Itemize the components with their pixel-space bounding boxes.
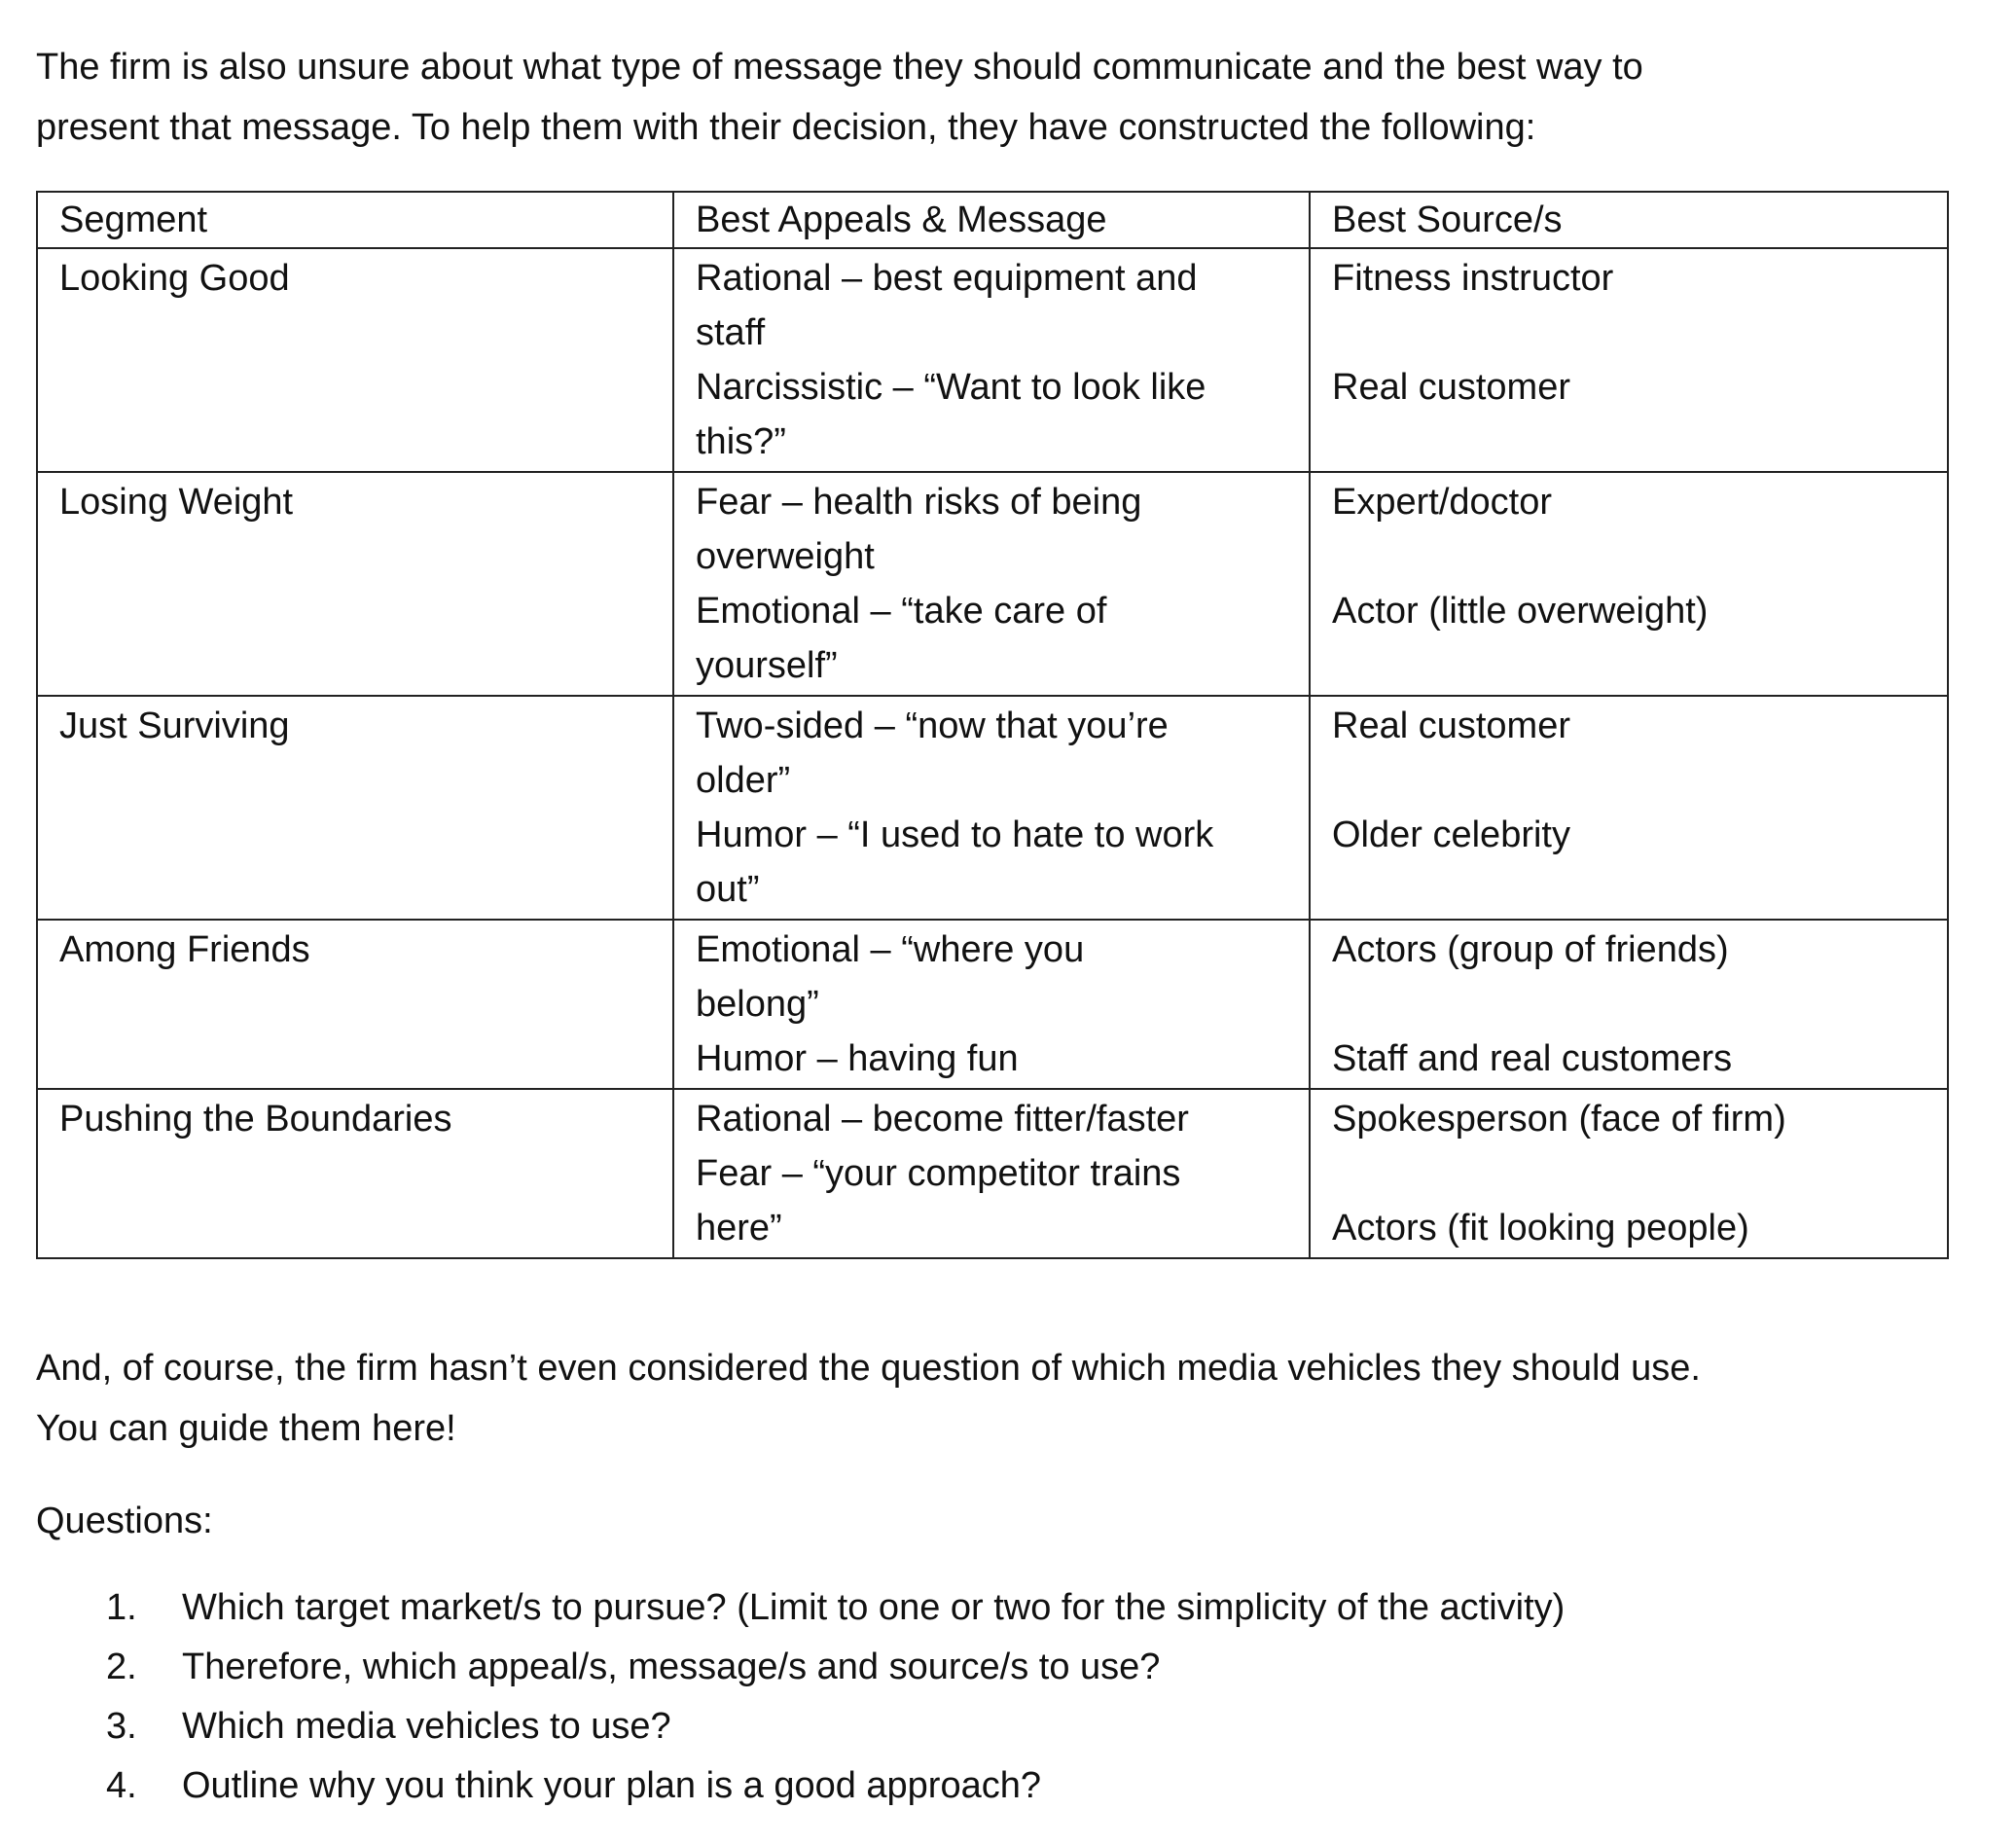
source-line: Staff and real customers <box>1332 1038 1733 1079</box>
appeal-line: Emotional – “where you <box>696 929 1085 970</box>
table-header-row <box>37 192 1948 248</box>
appeal-line: this?” <box>696 421 786 462</box>
spacer <box>1332 529 1929 584</box>
outro-line-2: You can guide them here! <box>36 1408 456 1449</box>
appeal-line: overweight <box>696 536 875 577</box>
source-line: Expert/doctor <box>1332 482 1552 523</box>
table-row <box>37 696 1948 920</box>
list-number: 2. <box>106 1647 137 1687</box>
intro-line-2: present that message. To help them with their decision, they have constructed the following: <box>36 107 1536 148</box>
segment-cell <box>37 472 673 696</box>
spacer <box>1332 306 1929 360</box>
appeal-line: Humor – having fun <box>696 1038 1019 1079</box>
question-text: Which media vehicles to use? <box>182 1706 671 1747</box>
appeal-line: Two-sided – “now that you’re <box>696 706 1169 746</box>
intro-paragraph <box>36 37 1943 158</box>
sources-cell <box>1310 472 1948 696</box>
source-line: Fitness instructor <box>1332 258 1614 299</box>
sources-cell <box>1310 1089 1948 1258</box>
question-text: Outline why you think your plan is a good approach? <box>182 1765 1041 1806</box>
question-text: Therefore, which appeal/s, message/s and source/s to use? <box>182 1647 1161 1687</box>
segment-name: Losing Weight <box>59 482 294 523</box>
questions-list <box>36 1578 1565 1816</box>
list-item <box>36 1697 1565 1756</box>
appeal-line: Narcissistic – “Want to look like <box>696 367 1206 408</box>
sources-cell <box>1310 248 1948 472</box>
sources-cell <box>1310 920 1948 1089</box>
segment-name: Pushing the Boundaries <box>59 1099 452 1140</box>
appeals-cell <box>673 696 1310 920</box>
appeals-cell <box>673 472 1310 696</box>
table-row <box>37 248 1948 472</box>
appeals-cell <box>673 920 1310 1089</box>
question-text: Which target market/s to pursue? (Limit to one or two for the simplicity of the activity) <box>182 1587 1566 1628</box>
appeal-line: Rational – best equipment and <box>696 258 1198 299</box>
source-line: Older celebrity <box>1332 814 1570 855</box>
segment-cell <box>37 1089 673 1258</box>
segment-name: Just Surviving <box>59 706 290 746</box>
list-item <box>36 1756 1565 1816</box>
header-segment: Segment <box>37 192 673 248</box>
appeal-line: older” <box>696 760 791 801</box>
source-line: Real customer <box>1332 706 1570 746</box>
list-number: 1. <box>106 1587 137 1628</box>
list-number: 3. <box>106 1706 137 1747</box>
table-row <box>37 1089 1948 1258</box>
source-line: Actor (little overweight) <box>1332 591 1709 632</box>
segment-appeals-table <box>36 191 1949 1259</box>
document-page <box>36 37 1972 158</box>
appeal-line: Fear – health risks of being <box>696 482 1142 523</box>
segment-cell <box>37 248 673 472</box>
segment-name: Among Friends <box>59 929 310 970</box>
appeal-line: yourself” <box>696 645 838 686</box>
source-line: Actors (fit looking people) <box>1332 1208 1749 1249</box>
appeal-line: Rational – become fitter/faster <box>696 1099 1189 1140</box>
source-line: Real customer <box>1332 367 1570 408</box>
appeal-line: belong” <box>696 984 819 1025</box>
appeal-line: Humor – “I used to hate to work <box>696 814 1214 855</box>
outro-paragraph <box>36 1338 1972 1459</box>
table-row <box>37 920 1948 1089</box>
segment-cell <box>37 696 673 920</box>
list-item <box>36 1578 1565 1638</box>
source-line: Spokesperson (face of firm) <box>1332 1099 1786 1140</box>
list-number: 4. <box>106 1765 137 1806</box>
segment-name: Looking Good <box>59 258 290 299</box>
questions-heading: Questions: <box>36 1501 213 1541</box>
appeal-line: Fear – “your competitor trains <box>696 1153 1181 1194</box>
appeals-cell <box>673 1089 1310 1258</box>
sources-cell <box>1310 696 1948 920</box>
spacer <box>1332 977 1929 1032</box>
header-sources: Best Source/s <box>1310 192 1948 248</box>
outro-line-1: And, of course, the firm hasn’t even considered the question of which media vehicles they should use. <box>36 1348 1701 1389</box>
appeal-line: here” <box>696 1208 782 1249</box>
source-line: Actors (group of friends) <box>1332 929 1729 970</box>
list-item <box>36 1638 1565 1697</box>
intro-line-1: The firm is also unsure about what type of message they should communicate and the best way to <box>36 47 1643 88</box>
appeal-line: staff <box>696 312 766 353</box>
appeals-cell <box>673 248 1310 472</box>
segment-cell <box>37 920 673 1089</box>
spacer <box>1332 753 1929 808</box>
appeal-line: Emotional – “take care of <box>696 591 1107 632</box>
appeal-line: out” <box>696 869 760 910</box>
header-appeals: Best Appeals & Message <box>673 192 1310 248</box>
table-row <box>37 472 1948 696</box>
spacer <box>1332 1146 1929 1201</box>
